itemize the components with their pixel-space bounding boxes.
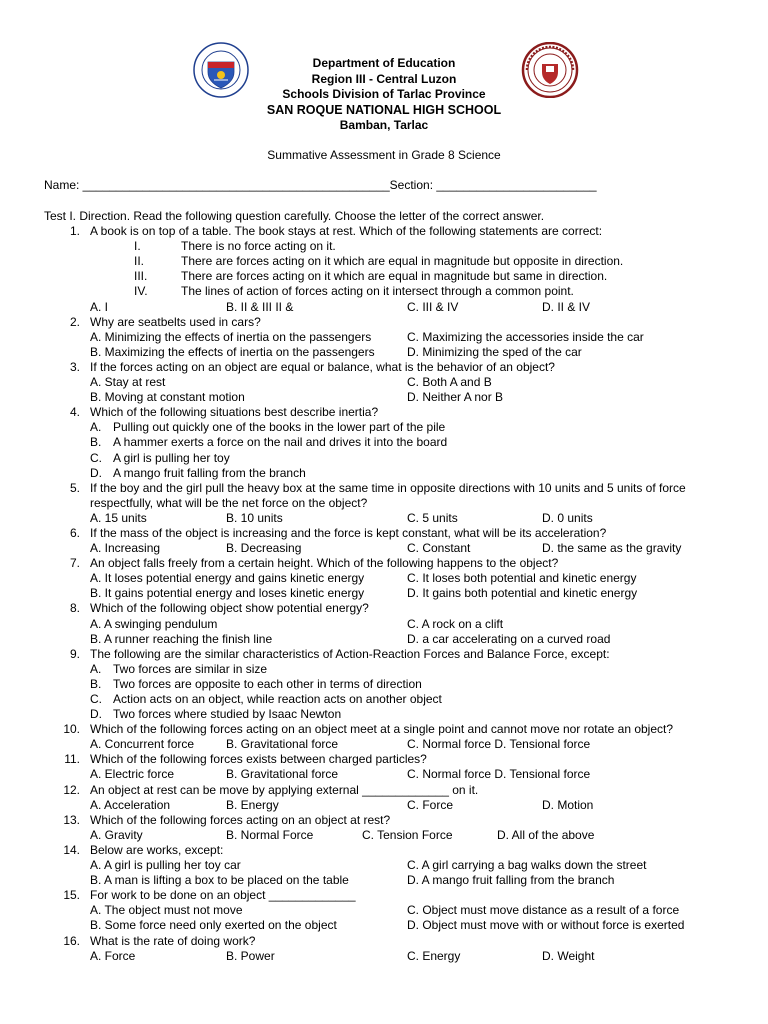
choice-d: D. 0 units xyxy=(542,510,593,525)
choice-a: A. Concurrent force xyxy=(90,737,195,752)
question-14: 14. Below are works, except: xyxy=(63,842,224,857)
option-item: C. A girl is pulling her toy xyxy=(90,450,230,465)
choice-a: A. Minimizing the effects of inertia on the passengers xyxy=(90,329,372,344)
choice-c: C. Both A and B xyxy=(407,375,492,390)
choices-row xyxy=(44,345,734,360)
choice-b: B. Some force need only exerted on the object xyxy=(90,918,337,933)
option-item: A. Pulling out quickly one of the books in the lower part of the pile xyxy=(90,420,446,435)
choice-c: C. It loses both potential and kinetic energy xyxy=(407,571,637,586)
name-section-line: Name: ______________________________________________Section: ________________________ xyxy=(44,178,597,192)
choice-b: B. II & III II & xyxy=(226,299,294,314)
question-5: 5. If the boy and the girl pull the heavy box at the same time in opposite directions with 10 units and 5 units of force xyxy=(69,480,686,495)
choice-c: C. A girl carrying a bag walks down the street xyxy=(407,858,647,873)
choice-d: D. a car accelerating on a curved road xyxy=(407,631,611,646)
choice-c: C. Force xyxy=(407,797,454,812)
choice-b: B. Moving at constant motion xyxy=(90,390,245,405)
choices-row xyxy=(44,949,734,964)
choice-b: B. Decreasing xyxy=(226,541,302,556)
agency-name: Department of Education xyxy=(312,56,456,70)
choices-row xyxy=(44,375,734,390)
question-15: 15. For work to be done on an object _____________ xyxy=(63,888,356,903)
choice-c: C. Constant xyxy=(407,541,471,556)
choices-row xyxy=(44,858,734,873)
choice-d: D. Object must move with or without force is exerted xyxy=(407,918,685,933)
option-item: B. A hammer exerts a force on the nail and drives it into the board xyxy=(90,435,448,450)
choices-row xyxy=(44,918,734,933)
choice-cd: C. Normal force D. Tensional force xyxy=(407,767,591,782)
question-1: 1. A book is on top of a table. The book stays at rest. Which of the following statements are correct: xyxy=(69,224,603,239)
choice-a: A. Acceleration xyxy=(90,797,171,812)
question-8: 8. Which of the following object show potential energy? xyxy=(69,601,369,616)
choice-b: B. Gravitational force xyxy=(226,737,339,752)
choice-d: D. It gains both potential and kinetic energy xyxy=(407,586,638,601)
question-10: 10. Which of the following forces acting on an object meet at a single point and cannot move nor rotate an object? xyxy=(63,722,674,737)
choice-b: B. Energy xyxy=(226,797,279,812)
choice-a: A. Stay at rest xyxy=(90,375,166,390)
statement-item: III. There are forces acting on it which are equal in magnitude but same in direction. xyxy=(134,269,608,284)
choices-row xyxy=(44,390,734,405)
choice-c: C. Maximizing the accessories inside the car xyxy=(407,329,644,344)
choice-a: A. A girl is pulling her toy car xyxy=(90,858,241,873)
choices-row xyxy=(44,873,734,888)
question-13: 13. Which of the following forces acting on an object at rest? xyxy=(63,812,391,827)
option-item: D. Two forces where studied by Isaac Newton xyxy=(90,707,342,722)
choice-b: B. Normal Force xyxy=(226,827,314,842)
choice-cd: C. Normal force D. Tensional force xyxy=(407,737,591,752)
choices-row xyxy=(44,828,734,843)
region-name: Region III - Central Luzon xyxy=(311,71,457,86)
choice-a: A. Gravity xyxy=(90,827,143,842)
choices-row xyxy=(44,586,734,601)
choice-d: D. Motion xyxy=(542,797,594,812)
test-direction: Test I. Direction. Read the following question carefully. Choose the letter of the correct answer. xyxy=(44,209,545,223)
choices-row xyxy=(44,798,734,813)
choice-a: A. It loses potential energy and gains kinetic energy xyxy=(90,571,365,586)
choice-d: D. II & IV xyxy=(542,299,591,314)
choices-row xyxy=(44,511,734,526)
choice-c: C. 5 units xyxy=(407,510,458,525)
choice-d: D. A mango fruit falling from the branch xyxy=(407,873,615,888)
choice-d: D. Weight xyxy=(542,948,595,963)
question-7: 7. An object falls freely from a certain height. Which of the following happens to the object? xyxy=(69,556,559,571)
exam-title: Summative Assessment in Grade 8 Science xyxy=(267,148,501,162)
choice-d: D. the same as the gravity xyxy=(542,541,682,556)
choice-b: B. Gravitational force xyxy=(226,767,339,782)
question-3: 3. If the forces acting on an object are equal or balance, what is the behavior of an object? xyxy=(69,359,555,374)
choice-c: C. III & IV xyxy=(407,299,459,314)
choice-a: A. Electric force xyxy=(90,767,175,782)
question-6: 6. If the mass of the object is increasing and the force is kept constant, what will be its acceleration? xyxy=(69,525,607,540)
choices-row xyxy=(44,541,734,556)
choice-b: B. It gains potential energy and loses kinetic energy xyxy=(90,586,365,601)
option-item: A. Two forces are similar in size xyxy=(90,661,268,676)
choice-c: C. A rock on a clift xyxy=(407,616,504,631)
option-item: B. Two forces are opposite to each other in terms of direction xyxy=(90,676,422,691)
choice-a: A. Increasing xyxy=(90,541,161,556)
letterhead xyxy=(0,56,768,134)
option-item: C. Action acts on an object, while reaction acts on another object xyxy=(90,692,442,706)
choices-row xyxy=(44,737,734,752)
choice-a: A. I xyxy=(90,299,109,314)
test-body xyxy=(44,209,734,964)
question-4: 4. Which of the following situations best describe inertia? xyxy=(69,405,379,420)
question-2: 2. Why are seatbelts used in cars? xyxy=(69,314,261,329)
option-item: D. A mango fruit falling from the branch xyxy=(90,465,306,480)
choice-c: C. Energy xyxy=(407,948,461,963)
statement-item: IV. The lines of action of forces acting on it intersect through a common point. xyxy=(134,284,574,299)
choices-row xyxy=(44,300,734,315)
choices-row xyxy=(44,903,734,918)
question-5-continued: respectfully, what will be the net force on the object? xyxy=(90,495,368,510)
statement-item: I. There is no force acting on it. xyxy=(134,239,336,254)
choices-row xyxy=(44,330,734,345)
choices-row xyxy=(44,767,734,782)
choice-b: B. A man is lifting a box to be placed on the table xyxy=(90,873,349,888)
choice-b: B. Power xyxy=(226,948,275,963)
choice-c: C. Tension Force xyxy=(362,827,453,842)
question-9: 9. The following are the similar characteristics of Action-Reaction Forces and Balance Force, except: xyxy=(69,646,610,661)
choice-b: B. A runner reaching the finish line xyxy=(90,631,273,646)
choice-b: B. Maximizing the effects of inertia on the passengers xyxy=(90,344,375,359)
question-16: 16. What is the rate of doing work? xyxy=(63,933,256,948)
choice-d: D. Neither A nor B xyxy=(407,390,504,405)
choice-d: D. Minimizing the sped of the car xyxy=(407,344,582,359)
school-name: SAN ROQUE NATIONAL HIGH SCHOOL xyxy=(266,102,502,117)
choice-a: A. 15 units xyxy=(90,510,147,525)
school-location: Bamban, Tarlac xyxy=(339,118,429,132)
choice-a: A. Force xyxy=(90,948,136,963)
question-12: 12. An object at rest can be move by applying external _____________ on it. xyxy=(63,782,479,797)
choice-c: C. Object must move distance as a result of a force xyxy=(407,903,680,918)
choice-d: D. All of the above xyxy=(497,827,595,842)
choices-row xyxy=(44,617,734,632)
choices-row xyxy=(44,632,734,647)
choice-a: A. The object must not move xyxy=(90,903,243,918)
question-11: 11. Which of the following forces exists between charged particles? xyxy=(64,752,427,767)
statement-item: II. There are forces acting on it which are equal in magnitude but opposite in direction. xyxy=(134,254,624,269)
choices-row xyxy=(44,571,734,586)
choice-a: A. A swinging pendulum xyxy=(90,616,218,631)
choice-b: B. 10 units xyxy=(226,510,283,525)
division-name: Schools Division of Tarlac Province xyxy=(282,87,486,101)
